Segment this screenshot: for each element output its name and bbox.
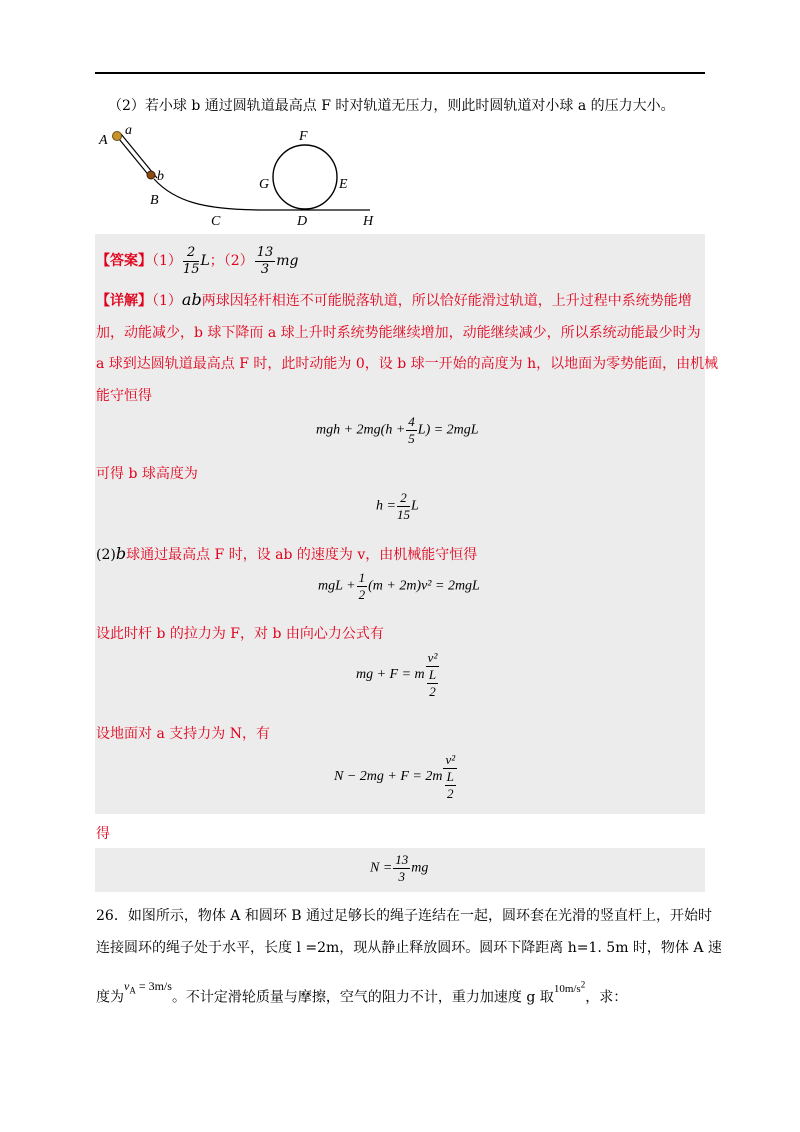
equation-energy-1: mgh + 2mg(h + $\frac{4}{5}$ L) = 2mgL [316,414,479,446]
equation-centripetal: mg + F = m $\frac{\text{v²}}{\frac{L}{2}}$ [356,650,438,699]
q26-line-1: 26．如图所示，物体 A 和圆环 B 通过足够长的绳子连结在一起，圆环套在光滑的竖直杆上，开始时 [96,908,713,924]
label-b: b [157,169,164,184]
label-H: H [363,214,374,229]
q26-line-2: 连接圆环的绳子处于水平，长度 l =2m，现从静止释放圆环。圆环下降距离 h=1. 5m 时，物体 A 速 [96,940,722,956]
label-B: B [150,193,159,208]
detail-tag: 【详解】 [96,293,152,309]
equation-height: h = $\frac{2}{15}$ L [376,490,419,522]
label-D: D [297,214,308,229]
detail-line-7: 设此时杆 b 的拉力为 F，对 b 由向心力公式有 [96,626,384,642]
detail-line-5: 可得 b 球高度为 [96,466,198,482]
label-A: A [99,133,108,148]
answer-fraction-1: $\frac{2}{15}$ [182,244,200,277]
header-rule [95,72,705,74]
detail-line-8: 设地面对 a 支持力为 N，有 [96,726,270,742]
answer-line: 【答案】（1） $\frac{2}{15}$ L；（2） $\frac{13}{3}$ mg [96,244,299,277]
ball-a [113,132,122,141]
track-figure [95,122,385,230]
ball-b [147,171,155,179]
question-2-text: （2）若小球 b 通过圆轨道最高点 F 时对轨道无压力，则此时圆轨道对小球 a 的压力大小。 [108,98,675,114]
detail-line-2: 加，动能减少，b 球下降而 a 球上升时系统势能继续增加，动能继续减少，所以系统动能最少时为 [96,325,701,341]
answer-fraction-2: $\frac{13}{3}$ [256,244,274,277]
detail-line-1: 【详解】（1）ab两球因轻杆相连不可能脱落轨道，所以恰好能滑过轨道，上升过程中系统势能增 [96,290,692,309]
label-G: G [259,177,270,192]
label-F: F [299,129,308,144]
equation-result: N = $\frac{13}{3}$ mg [370,852,429,884]
detail-line-3: a 球到达圆轨道最高点 F 时，此时动能为 0，设 b 球一开始的高度为 h，以地面为零势能面，由机械 [96,356,719,372]
answer-tag: 【答案】 [96,253,152,269]
detail-line-4: 能守恒得 [96,388,152,404]
equation-energy-2: mgL + $\frac{1}{2}$ (m + 2m)v² = 2mgL [318,570,480,602]
loop-track [273,145,337,209]
label-a: a [125,123,132,138]
q26-line-3: 度为$v_A = 3m/s$。不计定滑轮质量与摩擦，空气的阻力不计，重力加速度 g 取$^{10m/s^2}$，求： [96,978,628,1006]
detail-line-6: (2)b球通过最高点 F 时，设 ab 的速度为 v，由机械能守恒得 [96,544,478,563]
label-C: C [211,214,221,229]
detail-line-9: 得 [96,826,110,842]
equation-support: N − 2mg + F = 2m $\frac{\text{v²}}{\frac{L}{2}}$ [334,752,456,801]
label-E: E [339,177,348,192]
